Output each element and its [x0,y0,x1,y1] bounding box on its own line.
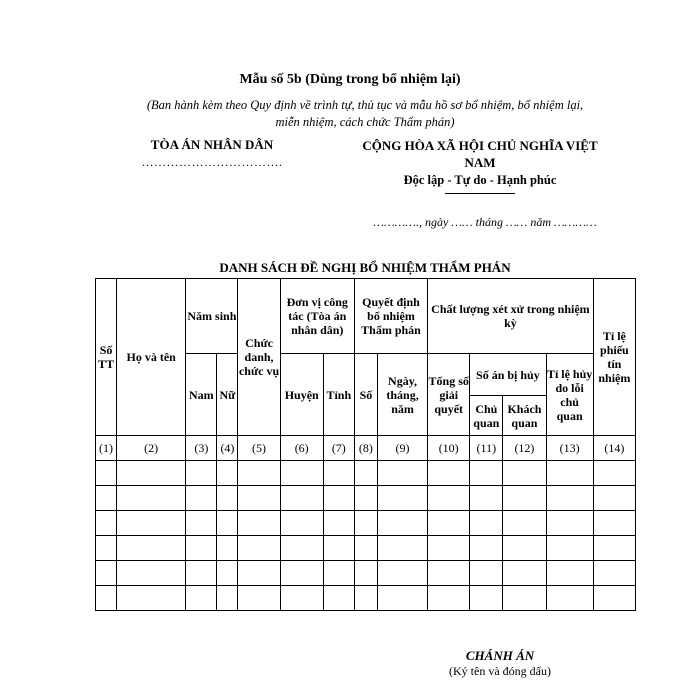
col-number: (6) [280,436,323,461]
header-total: Tổng số giải quyết [428,354,470,436]
col-number: (8) [354,436,377,461]
header-cancel-ratio: Tỉ lệ hủy do lỗi chủ quan [546,354,593,436]
form-title: Mẫu số 5b (Dùng trong bổ nhiệm lại) [239,72,461,87]
republic-name [330,137,630,171]
date-line: …………., ngày …… tháng …… năm ………… [373,215,597,229]
header-district: Huyện [280,354,323,436]
header-stt: Số TT [96,279,117,436]
col-number: (12) [503,436,546,461]
col-number: (13) [546,436,593,461]
col-number: (3) [186,436,217,461]
col-number: (2) [117,436,186,461]
col-number: (1) [96,436,117,461]
table-row [96,536,636,561]
header-objective: Khách quan [503,396,546,436]
republic-line-1: CỘNG HÒA XÃ HỘI CHỦ NGHĨA VIỆT [362,138,598,153]
header-province: Tỉnh [323,354,354,436]
header-subjective: Chủ quan [470,396,503,436]
court-name-blank: ……………………………. [141,155,283,169]
decree-line-2: miễn nhiệm, cách chức Thẩm phán) [275,115,455,129]
header-cancelled: Số án bị hủy [470,354,546,396]
motto-underline [445,193,515,194]
list-title: DANH SÁCH ĐỀ NGHỊ BỔ NHIỆM THẨM PHÁN [219,260,511,275]
col-number: (4) [217,436,238,461]
header-title: Chức danh, chức vụ [238,279,280,436]
header-number: Số [354,354,377,436]
header-quality: Chất lượng xét xử trong nhiệm kỳ [428,279,594,354]
signature-note: (Ký tên và đóng dấu) [449,664,551,678]
header-decision: Quyết định bổ nhiệm Thẩm phán [354,279,427,354]
chief-justice-title: CHÁNH ÁN [465,648,535,663]
court-name: TÒA ÁN NHÂN DÂN [150,137,274,152]
header-female: Nữ [217,354,238,436]
table-row [96,586,636,611]
table-row [96,511,636,536]
decree-line-1: (Ban hành kèm theo Quy định về trình tự, thủ tục và mẫu hồ sơ bổ nhiệm, bổ nhiệm lại, [146,98,584,112]
col-number: (9) [377,436,427,461]
header-male: Nam [186,354,217,436]
republic-line-2: NAM [464,155,496,170]
table-row [96,461,636,486]
national-motto: Độc lập - Tự do - Hạnh phúc [403,173,557,187]
table-row [96,561,636,586]
header-name: Họ và tên [117,279,186,436]
col-number: (5) [238,436,280,461]
col-number: (10) [428,436,470,461]
nomination-table [95,278,635,611]
header-date: Ngày, tháng, năm [377,354,427,436]
header-unit: Đơn vị công tác (Tòa án nhân dân) [280,279,354,354]
col-number: (14) [593,436,635,461]
header-vote-ratio: Tỉ lệ phiếu tín nhiệm [593,279,635,436]
col-number: (11) [470,436,503,461]
header-birth-year: Năm sinh [186,279,238,354]
decree-note [95,97,635,131]
col-number: (7) [323,436,354,461]
table-row [96,486,636,511]
